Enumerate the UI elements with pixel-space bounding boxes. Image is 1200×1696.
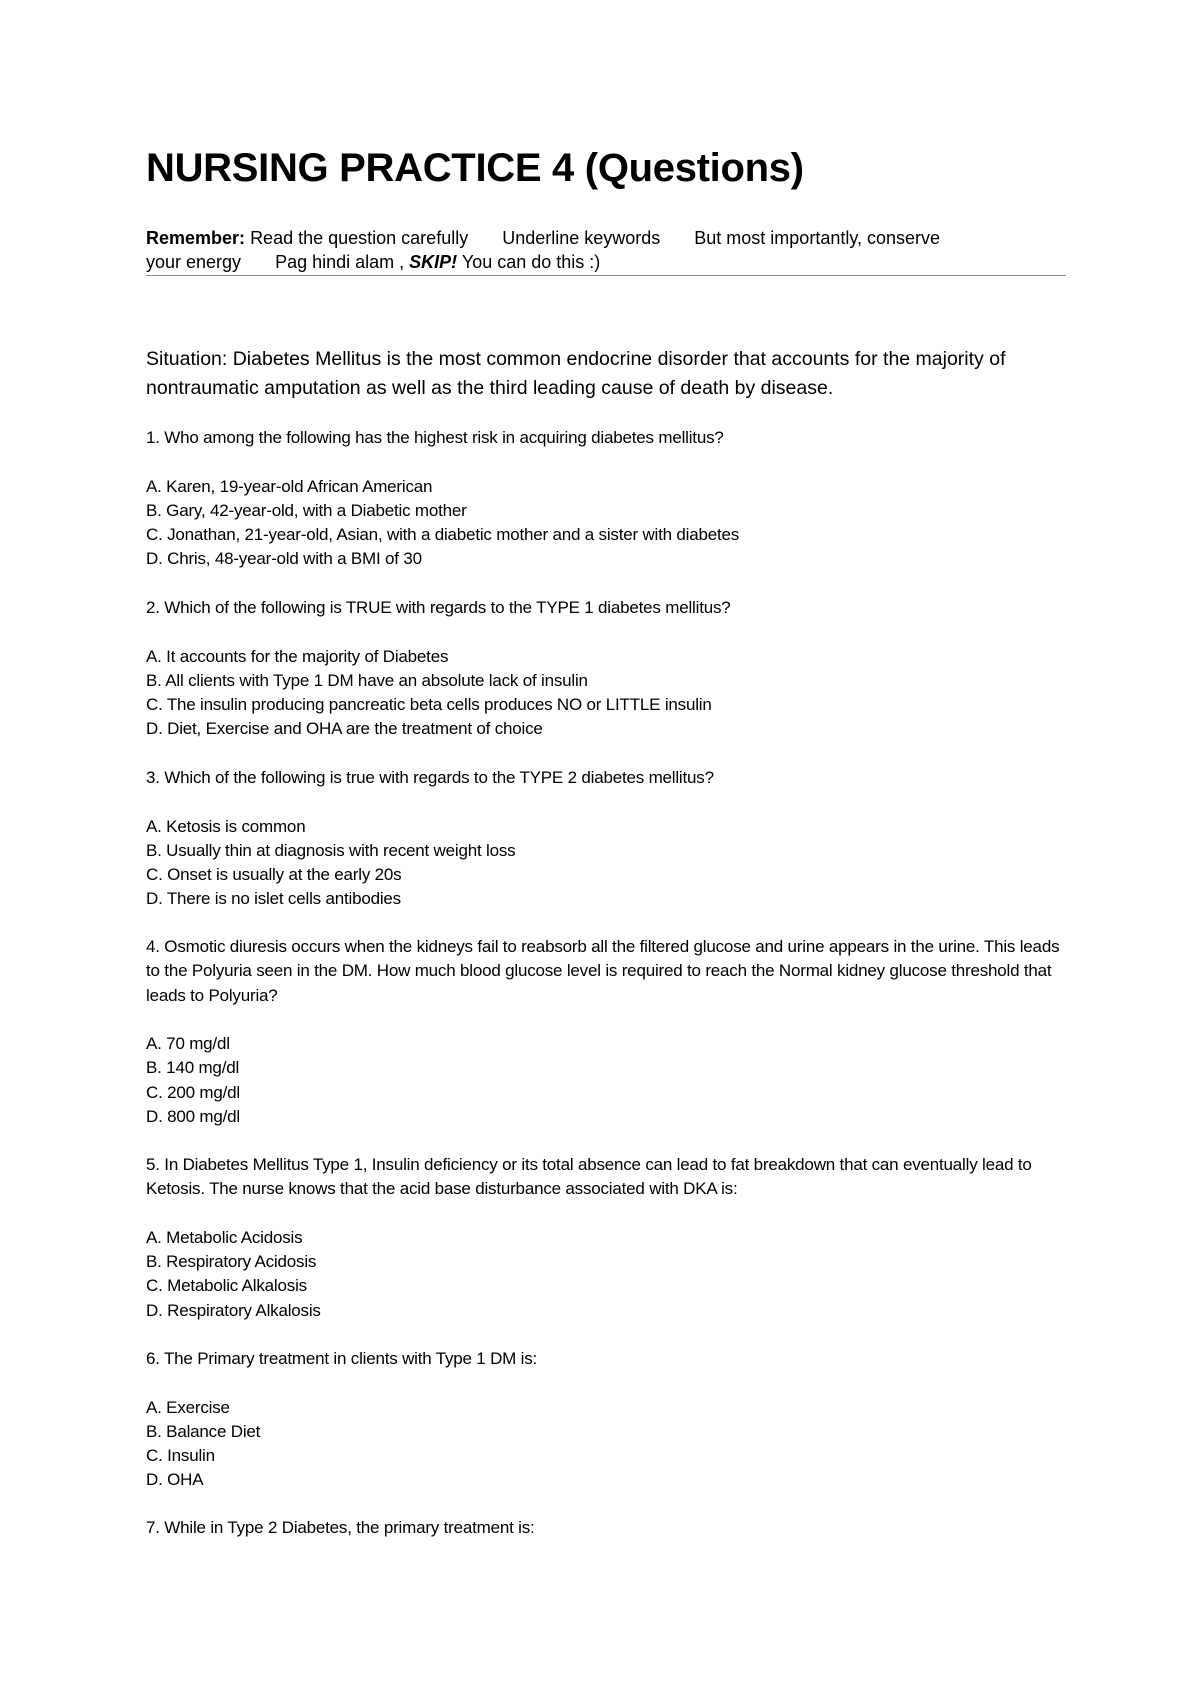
option-item: A. Metabolic Acidosis [146, 1227, 303, 1247]
question-block [146, 596, 1066, 742]
option-item: C. Metabolic Alkalosis [146, 1276, 307, 1296]
option-item: D. Chris, 48-year-old with a BMI of 30 [146, 549, 422, 569]
option-item: D. Respiratory Alkalosis [146, 1300, 321, 1320]
option-item: B. All clients with Type 1 DM have an absolute lack of insulin [146, 670, 588, 690]
option-item: D. OHA [146, 1470, 204, 1490]
remember-tip: You can do this :) [461, 252, 601, 272]
question-block [146, 426, 1066, 572]
option-item: A. Exercise [146, 1397, 230, 1417]
option-item: D. There is no islet cells antibodies [146, 889, 401, 909]
remember-tip: your energy [146, 252, 242, 272]
option-item: A. Karen, 19-year-old African American [146, 476, 433, 496]
option-list [146, 645, 1066, 742]
option-list [146, 815, 1066, 912]
remember-note [146, 226, 1066, 276]
option-item: B. Respiratory Acidosis [146, 1252, 317, 1272]
question-block [146, 766, 1066, 912]
option-item: D. Diet, Exercise and OHA are the treatment of choice [146, 719, 543, 739]
question-text: 4. Osmotic diuresis occurs when the kidneys fail to reabsorb all the filtered glucose and urine appears in the urine. This leads to the Polyuria seen in the DM. How much blood glucose level is required to reach the Normal kidney glucose threshold that leads to Polyuria? [146, 937, 1060, 1005]
remember-tip: Underline keywords [502, 228, 661, 248]
option-item: C. Insulin [146, 1446, 215, 1466]
page-title: NURSING PRACTICE 4 (Questions) [146, 146, 804, 190]
option-item: A. It accounts for the majority of Diabetes [146, 646, 449, 666]
question-block [146, 1516, 1066, 1540]
option-item: B. Usually thin at diagnosis with recent weight loss [146, 840, 516, 860]
question-text: 1. Who among the following has the highest risk in acquiring diabetes mellitus? [146, 428, 724, 447]
question-block [146, 935, 1066, 1129]
option-item: B. 140 mg/dl [146, 1058, 240, 1078]
option-list [146, 1226, 1066, 1323]
remember-label: Remember: [146, 228, 246, 248]
question-text: 6. The Primary treatment in clients with Type 1 DM is: [146, 1349, 538, 1368]
option-list [146, 1396, 1066, 1493]
situation-paragraph: Situation: Diabetes Mellitus is the most common endocrine disorder that accounts for the majority of nontraumatic amputation as well as the third leading cause of death by disease. [146, 348, 1006, 399]
option-item: B. Balance Diet [146, 1421, 261, 1441]
option-item: C. 200 mg/dl [146, 1082, 240, 1102]
option-item: A. 70 mg/dl [146, 1034, 230, 1054]
skip-emphasis: SKIP! [409, 252, 458, 272]
question-block [146, 1153, 1066, 1323]
option-item: B. Gary, 42-year-old, with a Diabetic mother [146, 500, 467, 520]
remember-tip: Pag hindi alam , [275, 252, 405, 272]
question-text: 3. Which of the following is true with regards to the TYPE 2 diabetes mellitus? [146, 768, 714, 787]
remember-tip: But most importantly, conserve [694, 228, 941, 248]
question-text: 7. While in Type 2 Diabetes, the primary treatment is: [146, 1518, 535, 1537]
option-item: A. Ketosis is common [146, 816, 306, 836]
option-item: C. Onset is usually at the early 20s [146, 865, 402, 885]
option-item: C. Jonathan, 21-year-old, Asian, with a diabetic mother and a sister with diabetes [146, 525, 740, 545]
option-item: C. The insulin producing pancreatic beta cells produces NO or LITTLE insulin [146, 695, 712, 715]
option-item: D. 800 mg/dl [146, 1107, 240, 1127]
option-list [146, 475, 1066, 572]
option-list [146, 1032, 1066, 1129]
question-block [146, 1347, 1066, 1493]
remember-tip: Read the question carefully [250, 228, 469, 248]
question-text: 5. In Diabetes Mellitus Type 1, Insulin deficiency or its total absence can lead to fat breakdown that can eventually lead to Ketosis. The nurse knows that the acid base disturbance associated with DKA is: [146, 1155, 1032, 1199]
question-text: 2. Which of the following is TRUE with regards to the TYPE 1 diabetes mellitus? [146, 598, 731, 617]
